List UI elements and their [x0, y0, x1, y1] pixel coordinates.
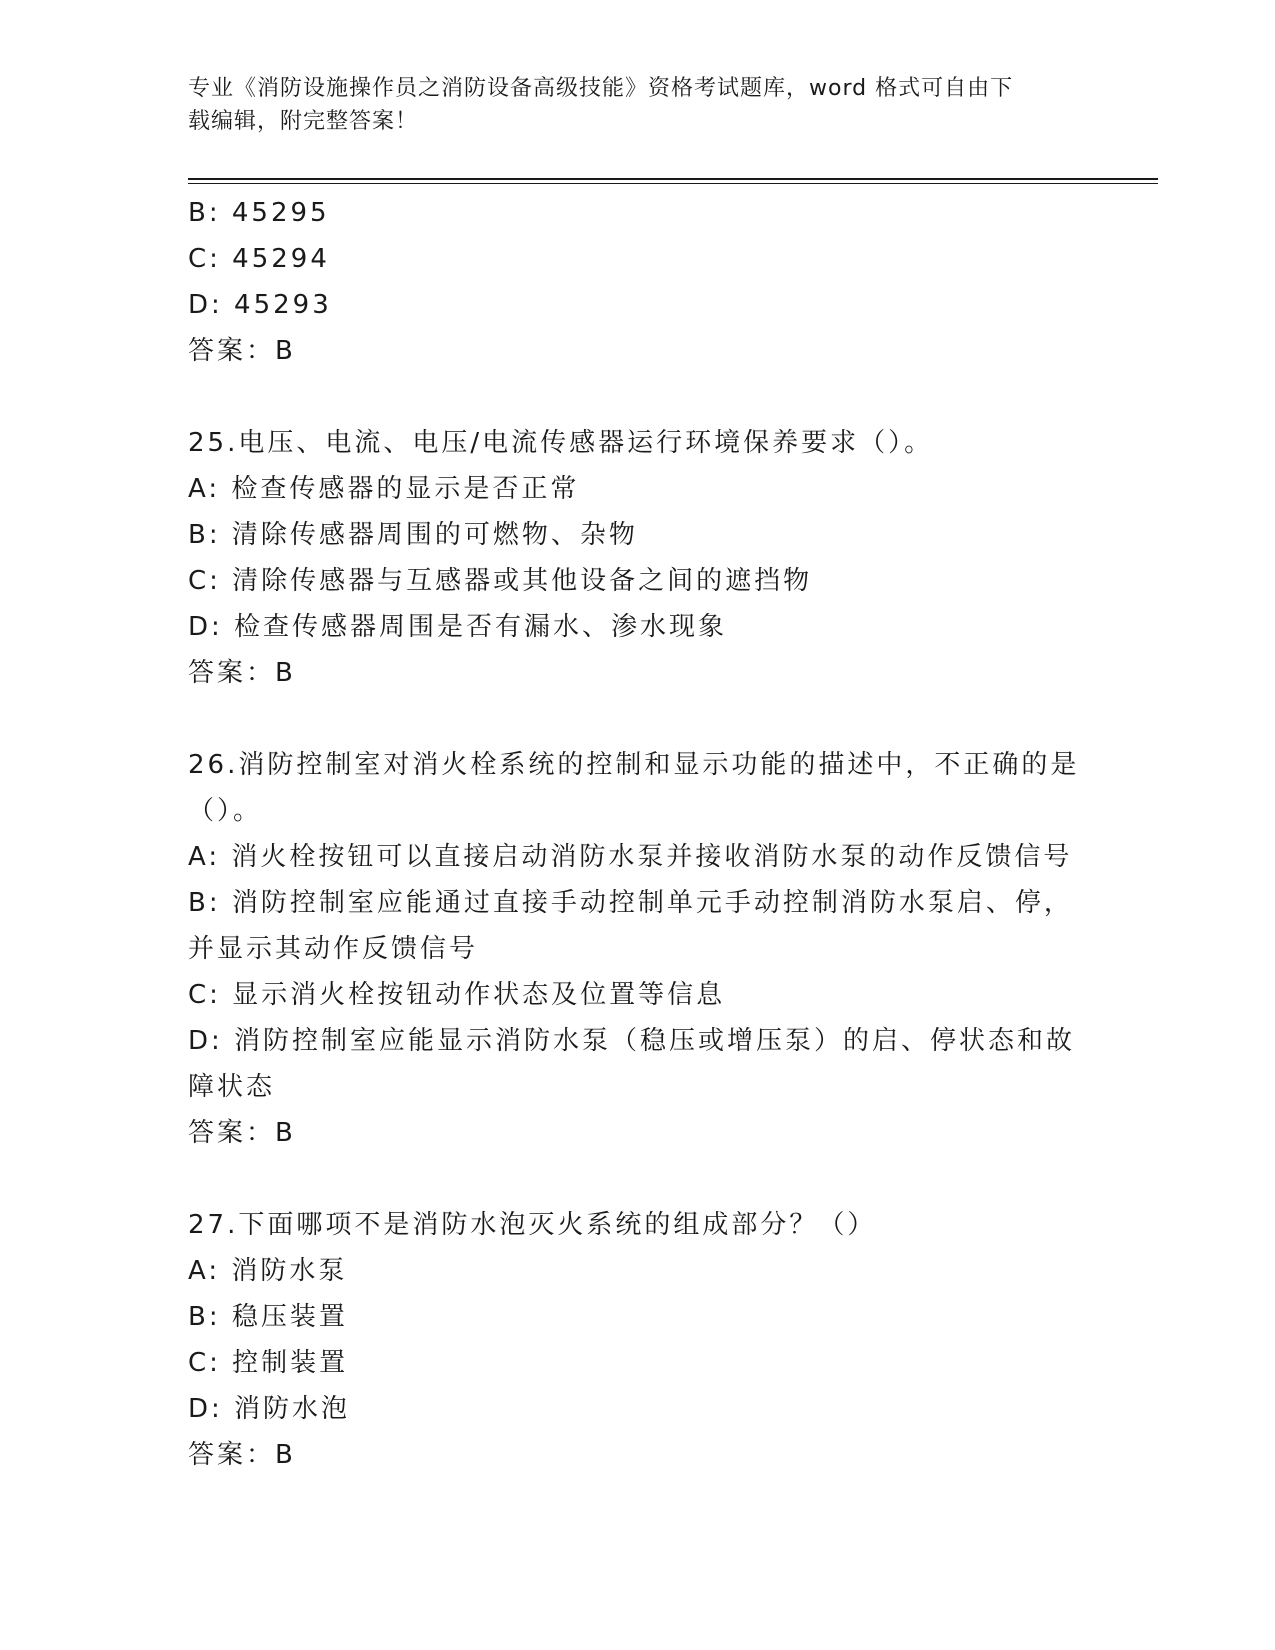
question-stem-line-1: 26.消防控制室对消火栓系统的控制和显示功能的描述中，不正确的是: [188, 750, 1080, 780]
page-header: [188, 72, 1068, 138]
question-stem: 27.下面哪项不是消防水泡灭火系统的组成部分？（）: [188, 1210, 877, 1240]
option-c: C: 清除传感器与互感器或其他设备之间的遮挡物: [188, 566, 813, 596]
option-d-line-1: D: 消防控制室应能显示消防水泵（稳压或增压泵）的启、停状态和故: [188, 1026, 1076, 1056]
option-b-line-2: 并显示其动作反馈信号: [188, 934, 479, 964]
header-line-2: 载编辑，附完整答案！: [188, 109, 419, 134]
answer: 答案：B: [188, 1440, 296, 1470]
option-b-line-1: B: 消防控制室应能通过直接手动控制单元手动控制消防水泵启、停，: [188, 888, 1073, 918]
question-stem: 25.电压、电流、电压/电流传感器运行环境保养要求（）。: [188, 428, 934, 458]
question-27: [188, 1202, 1068, 1478]
option-b: B: 清除传感器周围的可燃物、杂物: [188, 520, 638, 550]
option-c: C: 控制装置: [188, 1348, 349, 1378]
option-a: A: 消火栓按钮可以直接启动消防水泵并接收消防水泵的动作反馈信号: [188, 842, 1073, 872]
header-line-1: 专业《消防设施操作员之消防设备高级技能》资格考试题库，word 格式可自由下: [188, 76, 1014, 101]
option-d: D: 消防水泡: [188, 1394, 351, 1424]
answer: 答案：B: [188, 1118, 296, 1148]
option-d-line-2: 障状态: [188, 1072, 276, 1102]
answer: 答案：B: [188, 336, 296, 366]
option-d: D: 45293: [188, 290, 332, 320]
option-b: B: 稳压装置: [188, 1302, 348, 1332]
question-stem-line-2: （）。: [188, 796, 263, 826]
question-24-tail: [188, 190, 1068, 374]
option-c: C: 显示消火栓按钮动作状态及位置等信息: [188, 980, 726, 1010]
header-divider-thin: [188, 183, 1158, 184]
header-divider-thick: [188, 178, 1158, 180]
question-list: [188, 190, 1080, 1478]
option-a: A: 消防水泵: [188, 1256, 348, 1286]
option-d: D: 检查传感器周围是否有漏水、渗水现象: [188, 612, 728, 642]
question-26: [188, 742, 1080, 1156]
question-25: [188, 420, 1068, 696]
answer: 答案：B: [188, 658, 296, 688]
option-a: A: 检查传感器的显示是否正常: [188, 474, 580, 504]
option-b: B: 45295: [188, 198, 330, 228]
option-c: C: 45294: [188, 244, 330, 274]
